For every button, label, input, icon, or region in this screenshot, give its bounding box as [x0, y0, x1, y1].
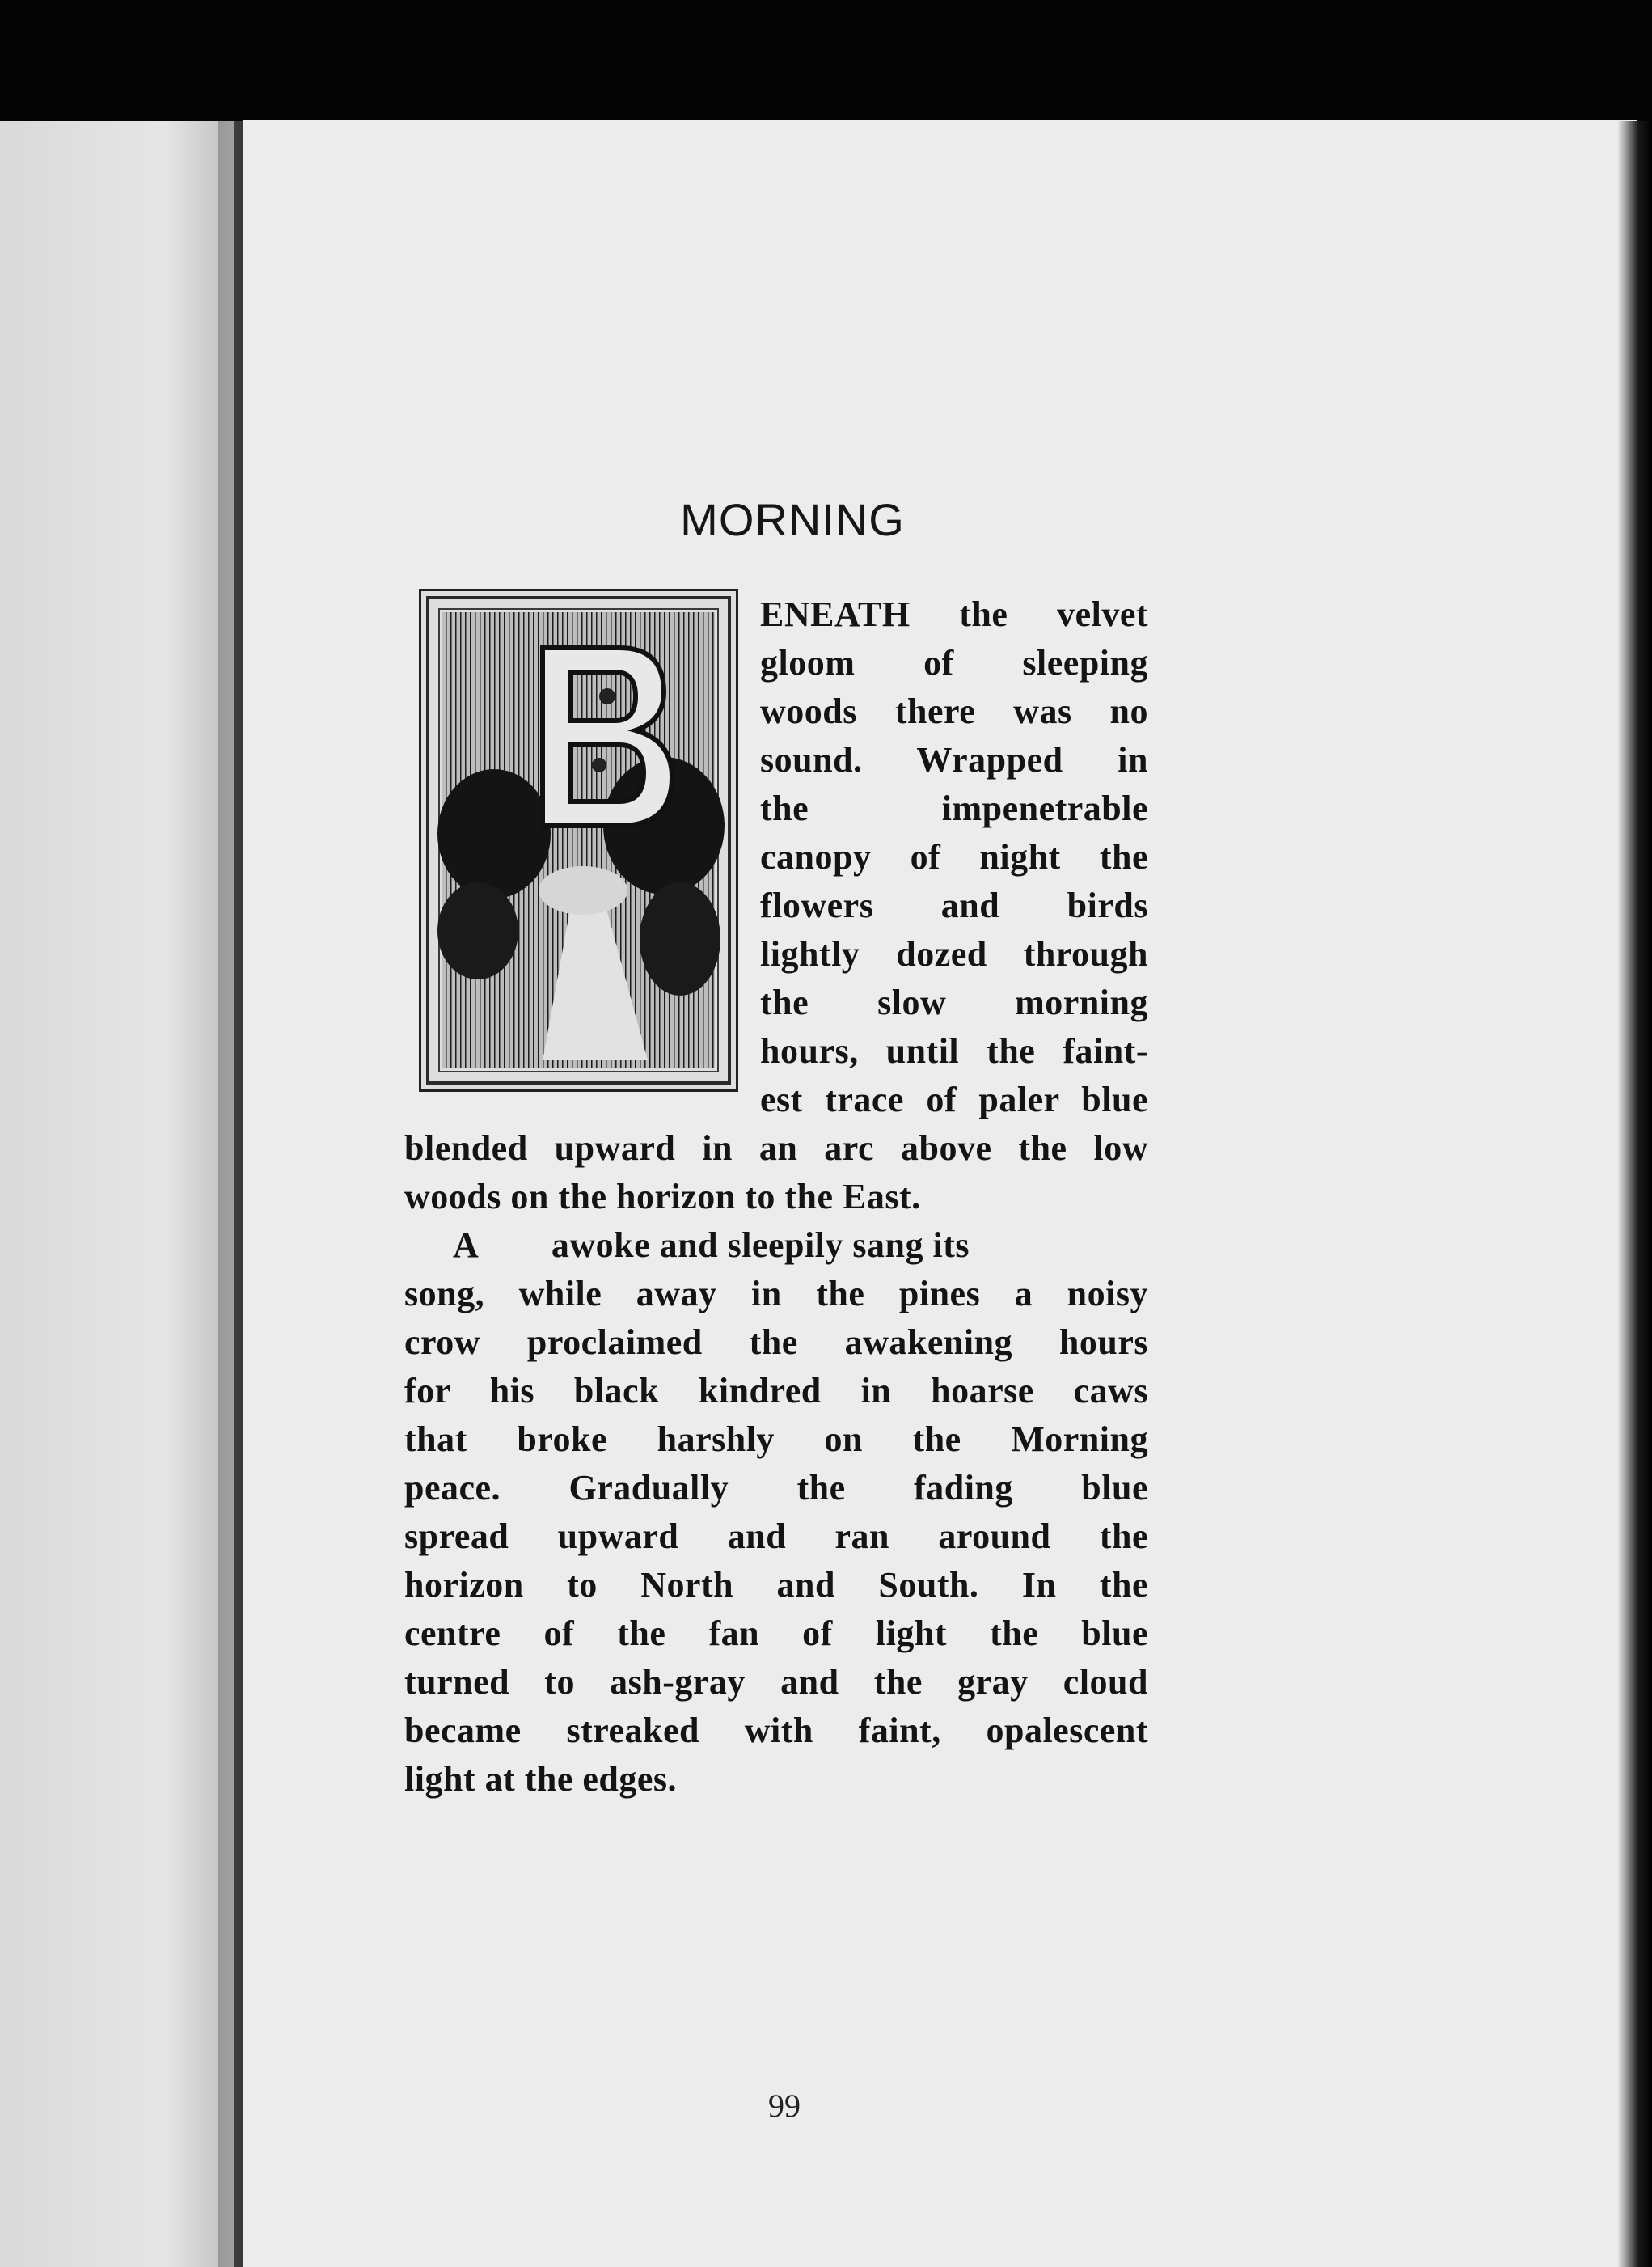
- text-line: sound. Wrapped in: [760, 740, 1148, 780]
- text-line: turned to ash-gray and the gray cloud: [404, 1662, 1148, 1702]
- left-page: [0, 121, 234, 2267]
- text-line: A awoke and sleepily sang its: [453, 1225, 970, 1265]
- text-line: gloom of sleeping: [760, 643, 1148, 683]
- text-line: blended upward in an arc above the low: [404, 1128, 1148, 1168]
- text-line: centre of the fan of light the blue: [404, 1614, 1148, 1653]
- text-line: woods on the horizon to the East.: [404, 1177, 921, 1216]
- text-line: canopy of night the: [760, 837, 1148, 877]
- page-edge: [1617, 121, 1652, 2267]
- text-line: that broke harshly on the Morning: [404, 1419, 1148, 1459]
- text-line: spread upward and ran around the: [404, 1516, 1148, 1556]
- text-line: became streaked with faint, opalescent: [404, 1711, 1148, 1750]
- text-line: song, while away in the pines a noisy: [404, 1274, 1148, 1313]
- text-line: flowers and birds: [760, 886, 1148, 925]
- text-line: horizon to North and South. In the: [404, 1565, 1148, 1605]
- text-line: hours, until the faint-: [760, 1031, 1148, 1071]
- text-line: crow proclaimed the awakening hours: [404, 1322, 1148, 1362]
- text-line: lightly dozed through: [760, 934, 1148, 974]
- text-line: for his black kindred in hoarse caws: [404, 1371, 1148, 1411]
- text-line: light at the edges.: [404, 1759, 678, 1799]
- text-line: ENEATH the velvet: [760, 594, 1148, 634]
- text-line: est trace of paler blue: [760, 1080, 1148, 1119]
- text-line: the impenetrable: [760, 789, 1148, 828]
- body-text: [404, 590, 1148, 1804]
- text-line: peace. Gradually the fading blue: [404, 1468, 1148, 1508]
- text-line: the slow morning: [760, 983, 1148, 1022]
- text-line: woods there was no: [760, 692, 1148, 731]
- chapter-title: MORNING: [680, 494, 905, 545]
- page-number: 99: [768, 2087, 801, 2124]
